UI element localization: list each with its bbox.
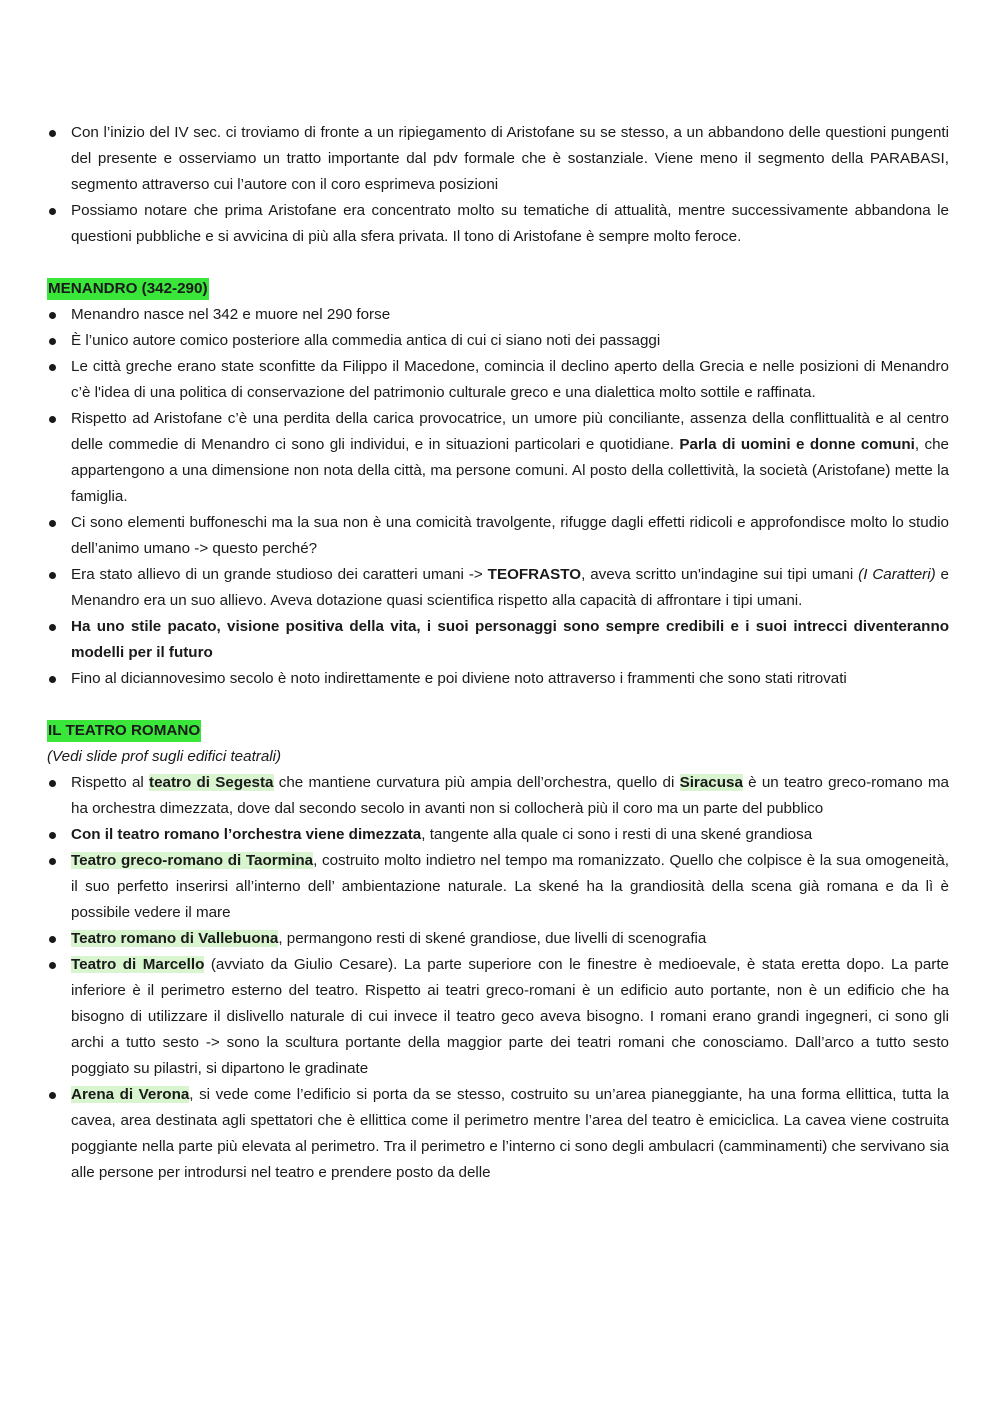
list-item — [47, 120, 949, 198]
item-text: , si vede come l’edificio si porta da se stesso, costruito su un’area pianeggiante, ha una forma ellittica, tutta la cavea, area destinata agli spettatori che è ellittica come il perimetro mentre l’area del teatro è emiciclica. La cavea viene costruita poggiante nella parte più elevata al perimetro. Tra il perimetro e l’interno ci sono degli ambulacri (camminamenti) che servivano sia alle persone per introdursi nel teatro e prendere posto da delle — [71, 1086, 949, 1181]
highlighted-phrase: Teatro romano di Vallebuona — [71, 930, 279, 947]
list-item — [47, 848, 949, 926]
intro-list — [47, 120, 949, 250]
item-text: , permangono resti di skené grandiose, due livelli di scenografia — [278, 930, 707, 947]
list-item — [47, 354, 949, 406]
highlighted-phrase: Siracusa — [679, 774, 743, 791]
item-text: Ci sono elementi buffoneschi ma la sua non è una comicità travolgente, rifugge dagli effetti ridicoli e approfondisce molto lo studio dell’animo umano -> questo perché? — [71, 514, 949, 557]
teatro-section — [47, 718, 949, 1186]
teatro-heading: IL TEATRO ROMANO — [47, 720, 201, 742]
bold-phrase: Ha uno stile pacato, visione positiva della vita, i suoi personaggi sono sempre credibili e i suoi intrecci diventeranno modelli per il futuro — [71, 618, 949, 661]
list-item — [47, 822, 949, 848]
item-text: e Menandro era un suo allievo. Aveva dotazione quasi scientifica rispetto alla capacità di affrontare i tipi umani. — [71, 566, 950, 609]
bold-phrase: TEOFRASTO — [487, 566, 582, 583]
item-text: , aveva scritto un'indagine sui tipi umani — [581, 566, 859, 583]
item-text: Le città greche erano state sconfitte da Filippo il Macedone, comincia il declino aperto della Grecia e nelle posizioni di Menandro c’è l'idea di una politica di conservazione del patrimonio culturale greco e una dialettica molto sottile e raffinata. — [71, 358, 949, 401]
list-item — [47, 952, 949, 1082]
highlighted-phrase: teatro di Segesta — [149, 774, 274, 791]
highlighted-phrase: Teatro di Marcello — [71, 956, 205, 973]
highlighted-phrase: Arena di Verona — [71, 1086, 190, 1103]
list-item — [47, 1082, 949, 1186]
teatro-list — [47, 770, 949, 1186]
list-item — [47, 614, 949, 666]
item-text: Rispetto ad Aristofane c’è una perdita della carica provocatrice, un umore più conciliante, assenza della conflittualità e al centro delle commedie di Menandro ci sono gli individui, e in situazioni particolari e quotidiane. — [71, 410, 949, 453]
menandro-heading: MENANDRO (342-290) — [47, 278, 209, 300]
item-text: che mantiene curvatura più ampia dell’orchestra, quello di — [273, 774, 680, 791]
item-text: Fino al diciannovesimo secolo è noto indirettamente e poi diviene noto attraverso i frammenti che sono stati ritrovati — [71, 670, 847, 687]
item-text: , tangente alla quale ci sono i resti di una skené grandiosa — [421, 826, 813, 843]
bold-phrase: Parla di uomini e donne comuni — [679, 436, 915, 453]
list-item — [47, 562, 949, 614]
list-item — [47, 666, 949, 692]
item-text: È l’unico autore comico posteriore alla commedia antica di cui ci siano noti dei passaggi — [71, 332, 661, 349]
list-item — [47, 510, 949, 562]
teatro-subtitle: (Vedi slide prof sugli edifici teatrali) — [47, 748, 282, 765]
item-text: Possiamo notare che prima Aristofane era concentrato molto su tematiche di attualità, mentre successivamente abbandona le questioni pubbliche e si avvicina di più alla sfera privata. Il tono di Aristofane è sempre molto feroce. — [71, 202, 949, 245]
list-item — [47, 770, 949, 822]
list-item — [47, 328, 949, 354]
list-item — [47, 926, 949, 952]
menandro-list — [47, 302, 949, 692]
list-item — [47, 406, 949, 510]
highlighted-phrase: Teatro greco-romano di Taormina — [71, 852, 314, 869]
item-text: , costruito molto indietro nel tempo ma romanizzato. Quello che colpisce è la sua omogeneità, il suo perfetto inserirsi all’interno dell’ ambientazione naturale. La skené ha la grandiosità della scena già romana e da lì è possibile vedere il mare — [71, 852, 950, 921]
item-text: è un teatro greco-romano ma ha orchestra dimezzata, dove dal secondo secolo in avanti non si collocherà più il coro ma un parte del pubblico — [71, 774, 949, 817]
bold-phrase: Con il teatro romano l’orchestra viene dimezzata — [71, 826, 422, 843]
item-text: Con l’inizio del IV sec. ci troviamo di fronte a un ripiegamento di Aristofane su se stesso, a un abbandono delle questioni pungenti del presente e osserviamo un tratto importante dal pdv formale che è sostanziale. Viene meno il segmento della PARABASI, segmento attraverso cui l’autore con il coro esprimeva posizioni — [71, 124, 949, 193]
item-text: Rispetto al — [71, 774, 150, 791]
document-content — [47, 120, 949, 1186]
italic-phrase: (I Caratteri) — [858, 566, 936, 583]
list-item — [47, 302, 949, 328]
list-item — [47, 198, 949, 250]
item-text: , che appartengono a una dimensione non nota della città, ma persone comuni. Al posto della collettività, la società (Aristofane) mette la famiglia. — [71, 436, 949, 505]
menandro-section — [47, 276, 949, 692]
item-text: Era stato allievo di un grande studioso dei caratteri umani -> — [71, 566, 488, 583]
item-text: Menandro nasce nel 342 e muore nel 290 forse — [71, 306, 391, 323]
item-text: (avviato da Giulio Cesare). La parte superiore con le finestre è medioevale, è stata eretta dopo. La parte inferiore è il perimetro esterno del teatro. Rispetto ai teatri greco-romani è un edificio auto portante, non è un edificio che ha bisogno di utilizzare il dislivello naturale di cui invece il teatro geco aveva bisogno. I romani erano grandi ingegneri, ci sono gli archi a tutto sesto -> sono la scultura portante della maggior parte dei teatri romani che conosciamo. Dall’arco a tutto sesto poggiato su pilastri, si dipartono le gradinate — [71, 956, 950, 1077]
